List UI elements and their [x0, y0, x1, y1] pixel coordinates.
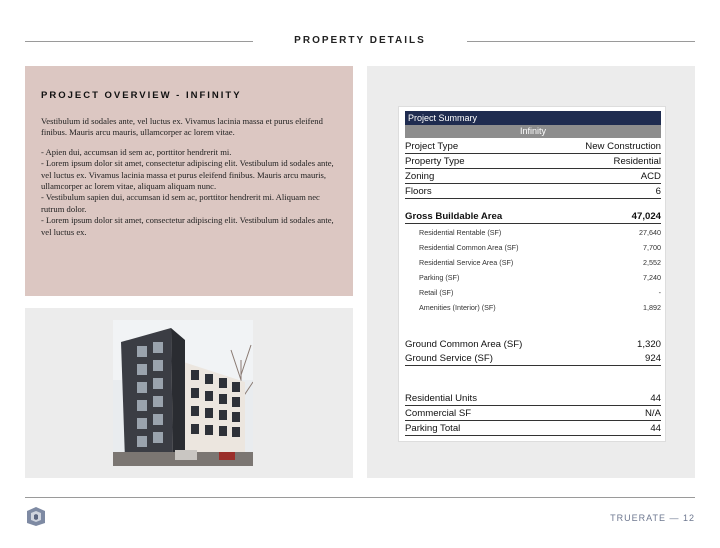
row-value: 7,240	[643, 273, 661, 282]
summary-sub-row	[405, 226, 661, 240]
overview-intro: Vestibulum id sodales ante, vel luctus ex. Vivamus lacinia massa et purus eleifend finibus. Mauris arcu mauris, ullamcorper ac lorem vitae.	[41, 116, 323, 138]
overview-bullet: - Lorem ipsum dolor sit amet, consectetur adipiscing elit. Vestibulum id sodales ante, vel luctus ex.	[41, 215, 334, 237]
totals-row	[405, 407, 661, 421]
overview-body	[41, 116, 345, 238]
totals-row	[405, 392, 661, 406]
summary-row	[405, 170, 661, 184]
summary-sub-row	[405, 241, 661, 255]
row-value: ACD	[640, 170, 661, 182]
row-value: -	[658, 288, 661, 297]
summary-subheader: Infinity	[405, 125, 661, 138]
summary-sub-row	[405, 256, 661, 270]
building-photo	[113, 320, 253, 466]
row-value: Residential	[613, 155, 661, 167]
summary-sub-row	[405, 301, 661, 315]
row-label: Commercial SF	[405, 407, 472, 419]
row-label: Floors	[405, 185, 432, 197]
summary-sub-row	[405, 271, 661, 285]
row-value: 1,892	[643, 303, 661, 312]
row-value: 7,700	[643, 243, 661, 252]
row-value: 1,320	[636, 339, 661, 350]
overview-title: PROJECT OVERVIEW - INFINITY	[41, 90, 242, 101]
summary-sub-row	[405, 286, 661, 300]
row-label: Parking Total	[405, 422, 461, 434]
row-label: Parking (SF)	[419, 273, 460, 282]
row-label: Residential Common Area (SF)	[419, 243, 519, 252]
summary-row	[405, 185, 661, 199]
row-value: 2,552	[643, 258, 661, 267]
row-label: Residential Units	[405, 392, 477, 404]
gross-buildable-area-row	[405, 210, 661, 224]
row-label: Project Type	[405, 140, 459, 152]
row-label: Gross Buildable Area	[405, 210, 503, 222]
row-label: Residential Rentable (SF)	[419, 228, 502, 237]
row-label: Amenities (Interior) (SF)	[419, 303, 496, 312]
row-label: Ground Common Area (SF)	[405, 339, 523, 350]
row-value: 44	[650, 392, 661, 404]
ground-row	[405, 352, 661, 366]
row-label: Property Type	[405, 155, 465, 167]
row-value: 44	[650, 422, 661, 434]
row-value: 924	[644, 352, 661, 364]
summary-row	[405, 140, 661, 154]
project-summary-table	[398, 106, 666, 442]
totals-row	[405, 422, 661, 436]
overview-bullet: - Lorem ipsum dolor sit amet, consectetur adipiscing elit. Vestibulum id sodales ante, vel luctus ex. Vivamus lacinia massa et purus eleifend finibus. Mauris arcu mauris, ullamcorper ac lorem vitae, aliquam aliquam nunc.	[41, 158, 334, 192]
row-label: Zoning	[405, 170, 435, 182]
overview-bullet: - Vestibulum sapien dui, accumsan id sem ac, porttitor hendrerit mi. Aliquam nec rutrum dolor.	[41, 192, 320, 214]
row-label: Retail (SF)	[419, 288, 454, 297]
page-number-label: TRUERATE — 12	[610, 513, 695, 523]
summary-header: Project Summary	[405, 111, 661, 125]
row-value: New Construction	[585, 140, 661, 152]
row-value: 6	[655, 185, 661, 197]
footer-rule	[25, 497, 695, 498]
overview-bullet: - Apien dui, accumsan id sem ac, porttitor hendrerit mi.	[41, 146, 232, 157]
page-title: PROPERTY DETAILS	[294, 35, 426, 46]
row-label: Ground Service (SF)	[405, 352, 493, 364]
row-value: N/A	[645, 407, 661, 419]
row-label: Residential Service Area (SF)	[419, 258, 514, 267]
project-overview-panel	[25, 66, 353, 296]
row-value: 27,640	[639, 228, 661, 237]
row-value: 47,024	[631, 210, 661, 222]
summary-row	[405, 155, 661, 169]
brand-logo-icon	[25, 505, 47, 527]
ground-row	[405, 338, 661, 352]
